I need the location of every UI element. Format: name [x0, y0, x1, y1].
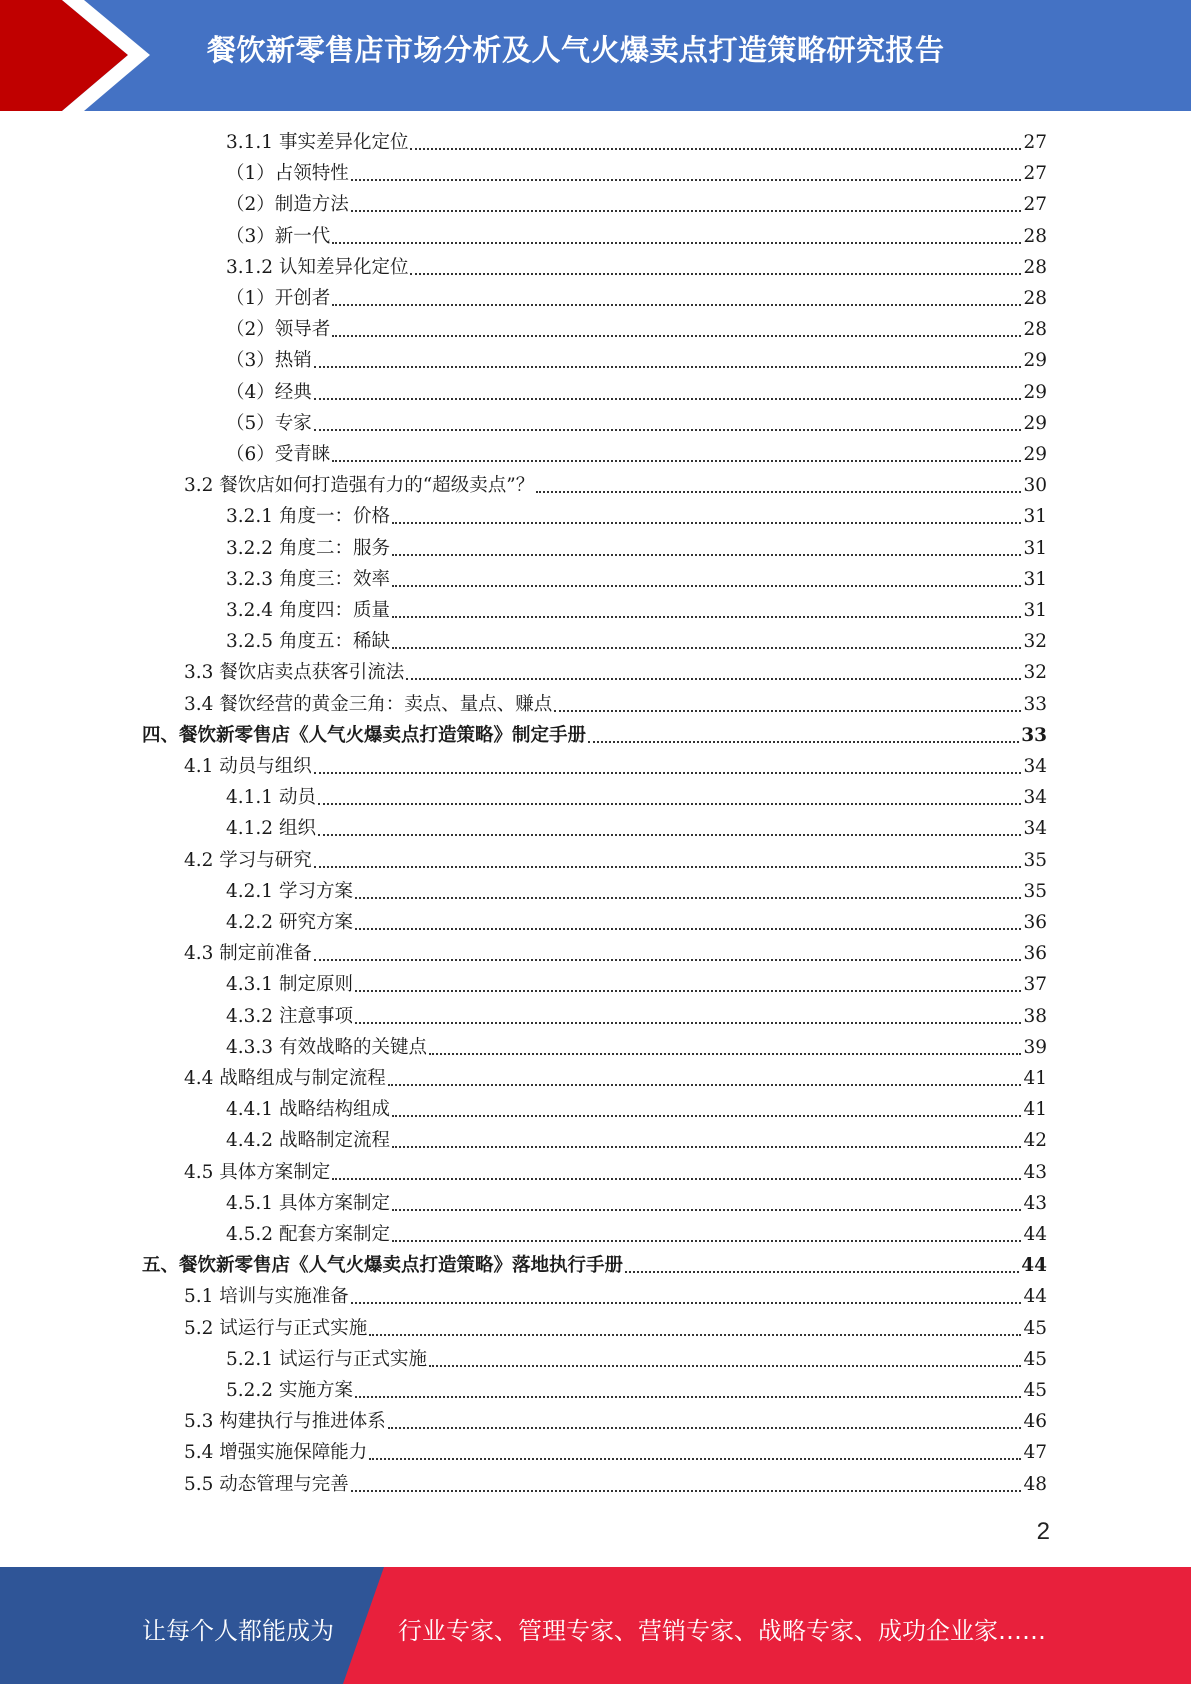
- toc-entry-title: 5.5 动态管理与完善: [184, 1473, 349, 1495]
- toc-entry-title: （1）占领特性: [226, 163, 349, 185]
- toc-entry[interactable]: [226, 283, 1047, 314]
- toc-entry-title: （1）开创者: [226, 288, 331, 309]
- toc-entry-page: 44: [1023, 1224, 1047, 1245]
- toc-entry-title: 4.3 制定前准备: [184, 943, 312, 965]
- toc-entry[interactable]: [226, 1094, 1047, 1125]
- toc-dot-leader: [429, 1052, 1021, 1055]
- toc-entry-page: 31: [1023, 506, 1047, 528]
- toc-dot-leader: [318, 833, 1022, 836]
- toc-dot-leader: [388, 1083, 1022, 1086]
- toc-entry-page: 44: [1021, 1255, 1047, 1277]
- toc-entry-page: 30: [1023, 475, 1047, 497]
- toc-entry-title: （3）热销: [226, 350, 312, 372]
- toc-entry-page: 41: [1023, 1099, 1047, 1121]
- report-title: 餐饮新零售店市场分析及人气火爆卖点打造策略研究报告: [207, 33, 945, 67]
- toc-entry[interactable]: [226, 345, 1047, 376]
- toc-entry-title: 3.2.2 角度二：服务: [226, 537, 390, 559]
- toc-entry-title: 4.5.2 配套方案制定: [226, 1224, 390, 1245]
- toc-dot-leader: [314, 771, 1022, 774]
- toc-entry-page: 38: [1023, 1005, 1047, 1027]
- toc-dot-leader: [369, 1457, 1021, 1460]
- toc-entry-page: 29: [1023, 444, 1047, 465]
- toc-entry-page: 31: [1023, 600, 1047, 621]
- toc-dot-leader: [410, 147, 1021, 150]
- toc-entry-title: 4.3.3 有效战略的关键点: [226, 1036, 427, 1058]
- toc-entry[interactable]: [226, 876, 1047, 907]
- toc-entry[interactable]: [184, 657, 1047, 688]
- toc-entry-title: 4.2.1 学习方案: [226, 880, 353, 902]
- toc-dot-leader: [388, 1426, 1022, 1429]
- toc-entry-page: 32: [1023, 662, 1047, 684]
- toc-dot-leader: [351, 178, 1022, 181]
- toc-entry-title: 3.3 餐饮店卖点获客引流法: [184, 662, 405, 684]
- toc-entry-title: 4.4.2 战略制定流程: [226, 1130, 390, 1152]
- toc-entry[interactable]: [184, 689, 1047, 720]
- toc-entry-title: 5.3 构建执行与推进体系: [184, 1411, 386, 1433]
- toc-entry[interactable]: [184, 938, 1047, 969]
- toc-entry-page: 43: [1023, 1161, 1047, 1183]
- toc-entry-page: 35: [1023, 849, 1047, 871]
- toc-entry[interactable]: [184, 1063, 1047, 1094]
- toc-entry-page: 48: [1023, 1473, 1047, 1495]
- toc-dot-leader: [314, 428, 1022, 431]
- toc-dot-leader: [369, 1333, 1021, 1336]
- toc-entry-title: （5）专家: [226, 412, 312, 434]
- toc-dot-leader: [410, 272, 1021, 275]
- toc-dot-leader: [314, 958, 1022, 961]
- toc-entry-page: 35: [1023, 880, 1047, 902]
- toc-entry-title: 4.4.1 战略结构组成: [226, 1099, 390, 1121]
- toc-entry-page: 37: [1023, 974, 1047, 996]
- toc-entry-title: 四、餐饮新零售店《人气火爆卖点打造策略》制定手册: [142, 724, 587, 746]
- footer-slogan-right: 行业专家、管理专家、营销专家、战略专家、成功企业家……: [398, 1617, 1046, 1645]
- toc-entry-title: 4.4 战略组成与制定流程: [184, 1068, 386, 1089]
- toc-entry-title: 4.2 学习与研究: [184, 849, 312, 871]
- toc-entry[interactable]: [184, 1469, 1047, 1500]
- toc-entry-page: 43: [1023, 1192, 1047, 1214]
- toc-entry-title: （3）新一代: [226, 225, 331, 247]
- toc-entry-page: 27: [1023, 163, 1047, 185]
- toc-entry-title: 3.4 餐饮经营的黄金三角：卖点、量点、赚点: [184, 693, 553, 715]
- toc-entry-page: 44: [1023, 1286, 1047, 1308]
- toc-entry[interactable]: [226, 782, 1047, 813]
- toc-entry[interactable]: [226, 127, 1047, 158]
- toc-entry-title: 3.1.2 认知差异化定位: [226, 256, 409, 278]
- toc-dot-leader: [332, 459, 1021, 462]
- toc-entry-title: 3.1.1 事实差异化定位: [226, 132, 409, 153]
- toc-entry-page: 33: [1021, 724, 1047, 746]
- toc-dot-leader: [314, 365, 1022, 368]
- toc-dot-leader: [314, 865, 1022, 868]
- toc-entry[interactable]: [226, 439, 1047, 470]
- toc-entry-page: 28: [1023, 288, 1047, 309]
- toc-entry-title: 4.3.1 制定原则: [226, 974, 353, 996]
- toc-entry-page: 36: [1023, 912, 1047, 933]
- toc-entry[interactable]: [184, 1313, 1047, 1344]
- toc-entry[interactable]: [226, 252, 1047, 283]
- toc-entry-title: （6）受青睐: [226, 444, 331, 465]
- toc-dot-leader: [406, 677, 1021, 680]
- toc-dot-leader: [392, 521, 1021, 524]
- toc-entry[interactable]: [226, 314, 1047, 345]
- toc-entry-title: 5.2.1 试运行与正式实施: [226, 1348, 427, 1370]
- toc-entry-title: 4.2.2 研究方案: [226, 912, 353, 933]
- toc-dot-leader: [332, 241, 1021, 244]
- toc-entry-page: 27: [1023, 132, 1047, 153]
- footer-slogan-left: 让每个人都能成为: [142, 1617, 334, 1645]
- toc-dot-leader: [392, 646, 1021, 649]
- toc-entry-title: 五、餐饮新零售店《人气火爆卖点打造策略》落地执行手册: [142, 1255, 624, 1277]
- toc-entry[interactable]: [142, 720, 1047, 751]
- toc-entry-page: 28: [1023, 256, 1047, 278]
- toc-entry[interactable]: [226, 1001, 1047, 1032]
- toc-entry-page: 34: [1023, 756, 1047, 777]
- toc-dot-leader: [392, 1114, 1021, 1117]
- toc-entry[interactable]: [226, 158, 1047, 189]
- toc-dot-leader: [355, 927, 1022, 930]
- toc-entry-title: 5.2.2 实施方案: [226, 1380, 353, 1401]
- toc-dot-leader: [392, 1239, 1021, 1242]
- toc-entry-page: 42: [1023, 1130, 1047, 1152]
- toc-entry-page: 39: [1023, 1036, 1047, 1058]
- toc-dot-leader: [392, 1208, 1021, 1211]
- toc-dot-leader: [355, 989, 1022, 992]
- toc-entry-title: （4）经典: [226, 381, 312, 403]
- toc-entry-page: 28: [1023, 319, 1047, 341]
- toc-entry-page: 29: [1023, 381, 1047, 403]
- toc-entry[interactable]: [226, 907, 1047, 938]
- toc-entry-page: 29: [1023, 350, 1047, 372]
- toc-entry[interactable]: [226, 377, 1047, 408]
- toc-entry-title: 4.5 具体方案制定: [184, 1161, 331, 1183]
- toc-entry[interactable]: [226, 408, 1047, 439]
- toc-entry-page: 32: [1023, 631, 1047, 653]
- toc-entry-title: （2）制造方法: [226, 194, 349, 216]
- toc-entry[interactable]: [226, 1188, 1047, 1219]
- toc-entry-title: 3.2.3 角度三：效率: [226, 568, 390, 590]
- toc-entry-page: 28: [1023, 225, 1047, 247]
- toc-entry-page: 47: [1023, 1442, 1047, 1464]
- toc-dot-leader: [351, 209, 1022, 212]
- toc-entry-page: 29: [1023, 412, 1047, 434]
- toc-entry-title: 4.3.2 注意事项: [226, 1005, 353, 1027]
- toc-entry-page: 45: [1023, 1317, 1047, 1339]
- toc-dot-leader: [351, 1301, 1022, 1304]
- toc-entry[interactable]: [226, 564, 1047, 595]
- toc-dot-leader: [392, 553, 1021, 556]
- toc-entry-page: 34: [1023, 787, 1047, 809]
- toc-entry-page: 46: [1023, 1411, 1047, 1433]
- toc-entry-page: 31: [1023, 537, 1047, 559]
- toc-entry[interactable]: [226, 189, 1047, 220]
- toc-entry[interactable]: [226, 626, 1047, 657]
- toc-entry[interactable]: [226, 221, 1047, 252]
- toc-entry-title: 4.1.1 动员: [226, 787, 316, 809]
- toc-dot-leader: [355, 1021, 1022, 1024]
- toc-entry-title: 3.2.4 角度四：质量: [226, 600, 390, 621]
- toc-dot-leader: [318, 802, 1022, 805]
- page-number: 2: [1036, 1518, 1050, 1545]
- toc-entry-page: 41: [1023, 1068, 1047, 1089]
- toc-entry-page: 34: [1023, 818, 1047, 840]
- toc-dot-leader: [332, 303, 1021, 306]
- toc-entry-title: 5.1 培训与实施准备: [184, 1286, 349, 1308]
- toc-dot-leader: [588, 740, 1019, 743]
- toc-dot-leader: [536, 490, 1021, 493]
- toc-dot-leader: [332, 334, 1021, 337]
- toc-entry[interactable]: [226, 1125, 1047, 1156]
- toc-dot-leader: [392, 1145, 1021, 1148]
- toc-dot-leader: [554, 709, 1021, 712]
- toc-dot-leader: [355, 896, 1022, 899]
- toc-entry-title: 5.4 增强实施保障能力: [184, 1442, 368, 1464]
- toc-entry-title: 4.1.2 组织: [226, 818, 316, 840]
- toc-entry[interactable]: [142, 1250, 1047, 1281]
- toc-entry-title: 5.2 试运行与正式实施: [184, 1317, 368, 1339]
- toc-entry[interactable]: [184, 1437, 1047, 1468]
- toc-entry-page: 36: [1023, 943, 1047, 965]
- toc-entry[interactable]: [184, 1406, 1047, 1437]
- toc-dot-leader: [332, 1177, 1021, 1180]
- toc-entry-page: 31: [1023, 568, 1047, 590]
- toc-dot-leader: [625, 1270, 1019, 1273]
- toc-entry[interactable]: [226, 1375, 1047, 1406]
- toc-entry-page: 45: [1023, 1348, 1047, 1370]
- toc-dot-leader: [351, 1489, 1022, 1492]
- toc-entry[interactable]: [226, 1219, 1047, 1250]
- toc-entry-page: 33: [1023, 693, 1047, 715]
- toc-dot-leader: [392, 615, 1021, 618]
- toc-entry[interactable]: [184, 470, 1047, 501]
- toc-entry-title: 4.5.1 具体方案制定: [226, 1192, 390, 1214]
- toc-entry-title: 3.2.5 角度五：稀缺: [226, 631, 390, 653]
- toc-entry-title: 3.2.1 角度一：价格: [226, 506, 390, 528]
- toc-entry-title: 3.2 餐饮店如何打造强有力的“超级卖点”？: [184, 475, 535, 497]
- toc-entry-title: （2）领导者: [226, 319, 331, 341]
- toc-entry-page: 45: [1023, 1380, 1047, 1401]
- toc-entry-title: 4.1 动员与组织: [184, 756, 312, 777]
- toc-entry[interactable]: [226, 533, 1047, 564]
- toc-entry[interactable]: [226, 969, 1047, 1000]
- toc-entry[interactable]: [226, 813, 1047, 844]
- toc-entry[interactable]: [226, 1344, 1047, 1375]
- toc-entry[interactable]: [184, 1157, 1047, 1188]
- toc-entry[interactable]: [226, 595, 1047, 626]
- page-header: [0, 0, 1191, 111]
- toc-dot-leader: [429, 1364, 1021, 1367]
- toc-entry[interactable]: [226, 501, 1047, 532]
- toc-dot-leader: [392, 584, 1021, 587]
- toc-entry[interactable]: [184, 1281, 1047, 1312]
- toc-dot-leader: [355, 1395, 1022, 1398]
- toc-dot-leader: [314, 397, 1022, 400]
- toc-entry[interactable]: [226, 1032, 1047, 1063]
- toc-entry-page: 27: [1023, 194, 1047, 216]
- toc-entry[interactable]: [184, 751, 1047, 782]
- toc-entry[interactable]: [184, 845, 1047, 876]
- page-footer: [0, 1567, 1191, 1684]
